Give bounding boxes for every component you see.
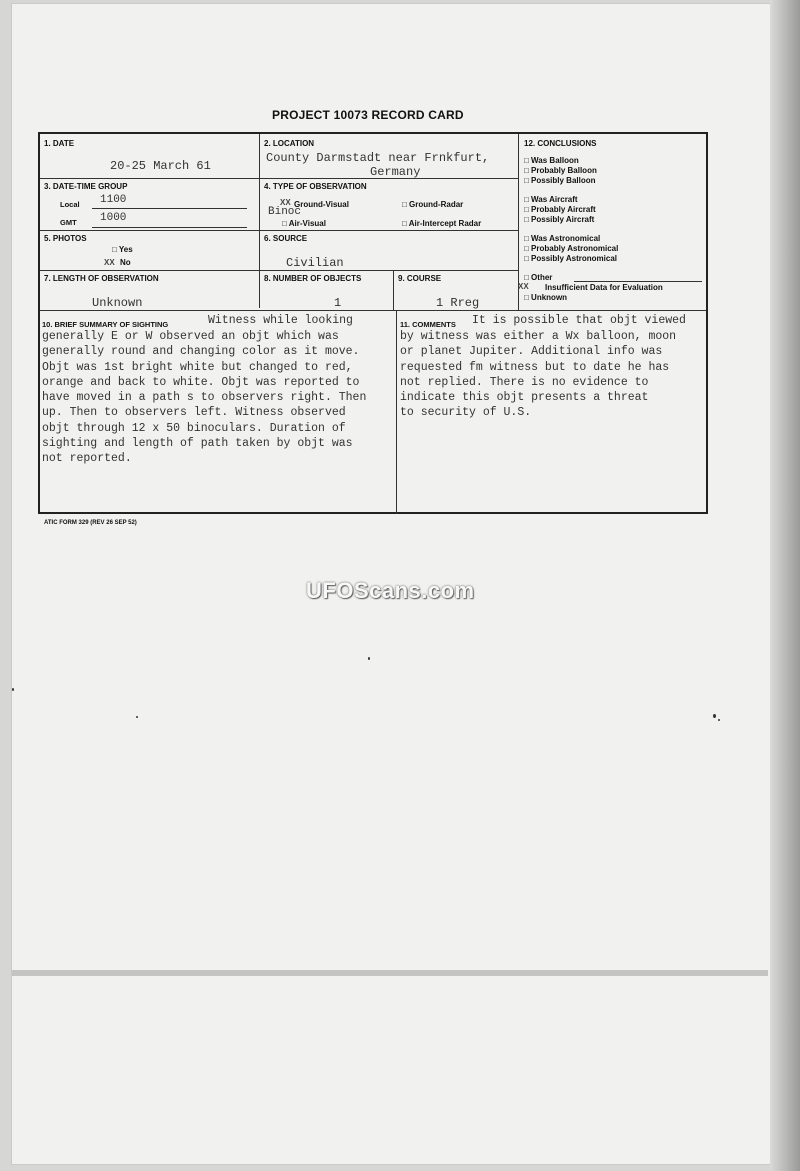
- photos-no-option: No: [120, 258, 131, 267]
- location-line1: County Darmstadt near Frnkfurt,: [266, 151, 490, 165]
- length-label: 7. LENGTH OF OBSERVATION: [44, 274, 159, 283]
- insufficient-data-option: Insufficient Data for Evaluation: [545, 283, 663, 292]
- was-astronomical-option: □ Was Astronomical: [524, 234, 601, 243]
- objects-value: 1: [334, 296, 342, 310]
- was-balloon-option: □ Was Balloon: [524, 156, 579, 165]
- local-value: 1100: [100, 194, 127, 206]
- possibly-astronomical-option: □ Possibly Astronomical: [524, 254, 618, 263]
- comments-label: 11. COMMENTS: [400, 320, 456, 329]
- length-value: Unknown: [92, 296, 143, 310]
- other-option: □ Other: [524, 273, 553, 282]
- unknown-option: □ Unknown: [524, 293, 568, 302]
- photos-yes-option: □ Yes: [112, 245, 133, 254]
- date-label: 1. DATE: [44, 139, 75, 148]
- probably-astronomical-option: □ Probably Astronomical: [524, 244, 619, 253]
- comments-text: by witness was either a Wx balloon, moon or planet Jupiter. Additional info was requested fm witness but to date he has not replied. There is no evidence to indicate this objt presents a threat to security of U.S.: [400, 330, 677, 420]
- air-visual-option: □ Air-Visual: [282, 219, 326, 228]
- dtg-label: 3. DATE-TIME GROUP: [44, 182, 128, 191]
- date-value: 20-25 March 61: [110, 159, 211, 173]
- watermark: UFOScans.com: [306, 578, 475, 603]
- source-value: Civilian: [286, 256, 344, 270]
- ground-visual-option: Ground-Visual: [294, 200, 349, 209]
- objects-label: 8. NUMBER OF OBJECTS: [264, 274, 362, 283]
- probably-balloon-option: □ Probably Balloon: [524, 166, 597, 175]
- was-aircraft-option: □ Was Aircraft: [524, 195, 578, 204]
- possibly-aircraft-option: □ Possibly Aircraft: [524, 215, 595, 224]
- location-line2: Germany: [370, 165, 421, 179]
- summary-label: 10. BRIEF SUMMARY OF SIGHTING: [42, 320, 169, 329]
- photos-no-mark: XX: [104, 258, 115, 267]
- source-label: 6. SOURCE: [264, 234, 308, 243]
- scan-speck: [136, 716, 138, 718]
- scan-speck: [713, 714, 716, 718]
- binoc-note: Binoc: [268, 206, 302, 218]
- paper-fold: [12, 970, 768, 976]
- comments-first-line: It is possible that objt viewed: [472, 314, 686, 327]
- photos-label: 5. PHOTOS: [44, 234, 87, 243]
- summary-first-line: Witness while looking: [208, 314, 353, 327]
- probably-aircraft-option: □ Probably Aircraft: [524, 205, 596, 214]
- conclusions-label: 12. CONCLUSIONS: [524, 139, 597, 148]
- insufficient-mark: XX: [518, 282, 529, 291]
- form-number: ATIC FORM 329 (REV 26 SEP 52): [44, 520, 137, 526]
- record-card: [38, 132, 708, 514]
- course-value: 1 Rreg: [436, 296, 480, 310]
- ground-visual-mark: XX: [280, 198, 291, 207]
- scan-speck: [12, 688, 14, 691]
- gmt-value: 1000: [100, 212, 127, 224]
- scan-speck: [718, 719, 720, 721]
- type-obs-label: 4. TYPE OF OBSERVATION: [264, 182, 367, 191]
- course-label: 9. COURSE: [398, 274, 442, 283]
- ground-radar-option: □ Ground-Radar: [402, 200, 464, 209]
- gmt-label: GMT: [60, 218, 77, 227]
- local-label: Local: [60, 200, 80, 209]
- page-title: PROJECT 10073 RECORD CARD: [272, 108, 464, 122]
- summary-text: generally E or W observed an objt which was generally round and changing color as it move. Objt was 1st bright white but changed to red, orange and back to white. Objt was reported to have moved in a path s to observers right. Then up. Then to observers left. Witness observed objt through 12 x 50 binoculars. Duration of sighting and length of path taken by objt was not reported.: [42, 330, 367, 466]
- air-intercept-option: □ Air-Intercept Radar: [402, 219, 482, 228]
- scan-speck: [368, 657, 370, 660]
- location-label: 2. LOCATION: [264, 139, 315, 148]
- scan-edge: [770, 0, 800, 1171]
- possibly-balloon-option: □ Possibly Balloon: [524, 176, 596, 185]
